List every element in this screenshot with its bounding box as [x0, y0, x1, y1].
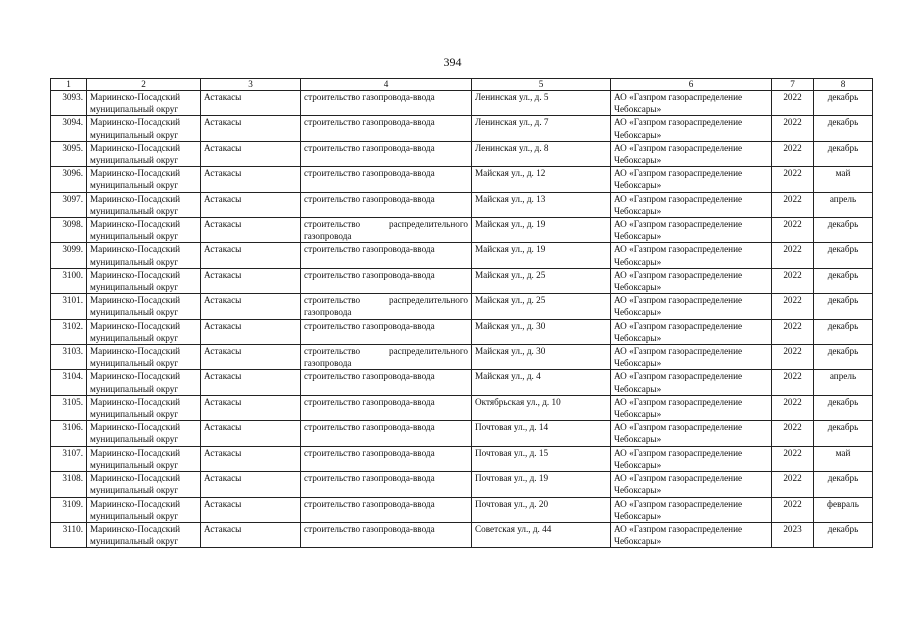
month-cell: декабрь — [814, 472, 873, 497]
organization-cell: АО «Газпром газораспределение Чебоксары» — [611, 294, 772, 319]
row-number: 3106. — [51, 421, 87, 446]
district-cell: Мариинско-Посадский муниципальный округ — [87, 243, 201, 268]
column-header: 5 — [472, 79, 611, 91]
work-type-cell: строительство газопровода-ввода — [301, 91, 472, 116]
organization-cell: АО «Газпром газораспределение Чебоксары» — [611, 421, 772, 446]
district-cell: Мариинско-Посадский муниципальный округ — [87, 319, 201, 344]
month-cell: февраль — [814, 497, 873, 522]
table-row — [51, 421, 873, 446]
row-number: 3101. — [51, 294, 87, 319]
month-cell: апрель — [814, 192, 873, 217]
registry-table — [50, 78, 873, 548]
district-cell: Мариинско-Посадский муниципальный округ — [87, 294, 201, 319]
organization-cell: АО «Газпром газораспределение Чебоксары» — [611, 472, 772, 497]
row-number: 3093. — [51, 91, 87, 116]
district-cell: Мариинско-Посадский муниципальный округ — [87, 370, 201, 395]
locality-cell: Астакасы — [201, 345, 301, 370]
month-cell: декабрь — [814, 395, 873, 420]
organization-cell: АО «Газпром газораспределение Чебоксары» — [611, 116, 772, 141]
district-cell: Мариинско-Посадский муниципальный округ — [87, 421, 201, 446]
month-cell: декабрь — [814, 243, 873, 268]
address-cell: Октябрьская ул., д. 10 — [472, 395, 611, 420]
address-cell: Ленинская ул., д. 7 — [472, 116, 611, 141]
year-cell: 2022 — [772, 446, 814, 471]
locality-cell: Астакасы — [201, 522, 301, 547]
address-cell: Ленинская ул., д. 8 — [472, 141, 611, 166]
row-number: 3103. — [51, 345, 87, 370]
table-row — [51, 345, 873, 370]
address-cell: Майская ул., д. 13 — [472, 192, 611, 217]
organization-cell: АО «Газпром газораспределение Чебоксары» — [611, 141, 772, 166]
work-type-cell: строительство распределительного газопровода — [301, 218, 472, 243]
row-number: 3102. — [51, 319, 87, 344]
page-number: 394 — [443, 55, 462, 69]
header-row — [51, 79, 873, 91]
locality-cell: Астакасы — [201, 472, 301, 497]
organization-cell: АО «Газпром газораспределение Чебоксары» — [611, 345, 772, 370]
locality-cell: Астакасы — [201, 167, 301, 192]
address-cell: Почтовая ул., д. 20 — [472, 497, 611, 522]
locality-cell: Астакасы — [201, 370, 301, 395]
work-type-cell: строительство газопровода-ввода — [301, 268, 472, 293]
column-header: 1 — [51, 79, 87, 91]
month-cell: апрель — [814, 370, 873, 395]
organization-cell: АО «Газпром газораспределение Чебоксары» — [611, 497, 772, 522]
row-number: 3105. — [51, 395, 87, 420]
organization-cell: АО «Газпром газораспределение Чебоксары» — [611, 268, 772, 293]
organization-cell: АО «Газпром газораспределение Чебоксары» — [611, 446, 772, 471]
month-cell: декабрь — [814, 421, 873, 446]
table-row — [51, 497, 873, 522]
column-header: 6 — [611, 79, 772, 91]
organization-cell: АО «Газпром газораспределение Чебоксары» — [611, 370, 772, 395]
table-row — [51, 243, 873, 268]
column-header: 8 — [814, 79, 873, 91]
locality-cell: Астакасы — [201, 421, 301, 446]
year-cell: 2022 — [772, 421, 814, 446]
work-type-cell: строительство распределительного газопровода — [301, 294, 472, 319]
table-row — [51, 91, 873, 116]
row-number: 3098. — [51, 218, 87, 243]
address-cell: Майская ул., д. 30 — [472, 345, 611, 370]
month-cell: декабрь — [814, 218, 873, 243]
work-type-cell: строительство газопровода-ввода — [301, 370, 472, 395]
table-row — [51, 395, 873, 420]
table-row — [51, 446, 873, 471]
month-cell: декабрь — [814, 116, 873, 141]
locality-cell: Астакасы — [201, 141, 301, 166]
year-cell: 2022 — [772, 472, 814, 497]
district-cell: Мариинско-Посадский муниципальный округ — [87, 91, 201, 116]
year-cell: 2022 — [772, 167, 814, 192]
locality-cell: Астакасы — [201, 268, 301, 293]
row-number: 3094. — [51, 116, 87, 141]
work-type-cell: строительство газопровода-ввода — [301, 319, 472, 344]
row-number: 3108. — [51, 472, 87, 497]
organization-cell: АО «Газпром газораспределение Чебоксары» — [611, 319, 772, 344]
work-type-cell: строительство газопровода-ввода — [301, 446, 472, 471]
locality-cell: Астакасы — [201, 497, 301, 522]
year-cell: 2022 — [772, 218, 814, 243]
address-cell: Майская ул., д. 25 — [472, 294, 611, 319]
table-row — [51, 522, 873, 547]
table-row — [51, 218, 873, 243]
row-number: 3104. — [51, 370, 87, 395]
table-header — [51, 79, 873, 91]
district-cell: Мариинско-Посадский муниципальный округ — [87, 268, 201, 293]
organization-cell: АО «Газпром газораспределение Чебоксары» — [611, 243, 772, 268]
organization-cell: АО «Газпром газораспределение Чебоксары» — [611, 91, 772, 116]
month-cell: декабрь — [814, 522, 873, 547]
district-cell: Мариинско-Посадский муниципальный округ — [87, 192, 201, 217]
year-cell: 2022 — [772, 370, 814, 395]
address-cell: Почтовая ул., д. 15 — [472, 446, 611, 471]
organization-cell: АО «Газпром газораспределение Чебоксары» — [611, 192, 772, 217]
table-row — [51, 192, 873, 217]
month-cell: май — [814, 446, 873, 471]
table-row — [51, 268, 873, 293]
year-cell: 2022 — [772, 116, 814, 141]
row-number: 3097. — [51, 192, 87, 217]
column-header: 3 — [201, 79, 301, 91]
work-type-cell: строительство газопровода-ввода — [301, 141, 472, 166]
table-body — [51, 91, 873, 548]
work-type-cell: строительство газопровода-ввода — [301, 472, 472, 497]
work-type-cell: строительство газопровода-ввода — [301, 497, 472, 522]
district-cell: Мариинско-Посадский муниципальный округ — [87, 497, 201, 522]
year-cell: 2022 — [772, 268, 814, 293]
address-cell: Ленинская ул., д. 5 — [472, 91, 611, 116]
locality-cell: Астакасы — [201, 319, 301, 344]
year-cell: 2022 — [772, 497, 814, 522]
column-header: 7 — [772, 79, 814, 91]
district-cell: Мариинско-Посадский муниципальный округ — [87, 218, 201, 243]
address-cell: Почтовая ул., д. 14 — [472, 421, 611, 446]
work-type-cell: строительство газопровода-ввода — [301, 243, 472, 268]
locality-cell: Астакасы — [201, 395, 301, 420]
month-cell: декабрь — [814, 141, 873, 166]
locality-cell: Астакасы — [201, 294, 301, 319]
organization-cell: АО «Газпром газораспределение Чебоксары» — [611, 218, 772, 243]
district-cell: Мариинско-Посадский муниципальный округ — [87, 522, 201, 547]
organization-cell: АО «Газпром газораспределение Чебоксары» — [611, 167, 772, 192]
year-cell: 2022 — [772, 192, 814, 217]
locality-cell: Астакасы — [201, 243, 301, 268]
organization-cell: АО «Газпром газораспределение Чебоксары» — [611, 395, 772, 420]
address-cell: Майская ул., д. 12 — [472, 167, 611, 192]
work-type-cell: строительство газопровода-ввода — [301, 522, 472, 547]
table-row — [51, 319, 873, 344]
organization-cell: АО «Газпром газораспределение Чебоксары» — [611, 522, 772, 547]
district-cell: Мариинско-Посадский муниципальный округ — [87, 116, 201, 141]
work-type-cell: строительство газопровода-ввода — [301, 116, 472, 141]
table-row — [51, 141, 873, 166]
district-cell: Мариинско-Посадский муниципальный округ — [87, 141, 201, 166]
address-cell: Майская ул., д. 19 — [472, 218, 611, 243]
year-cell: 2022 — [772, 141, 814, 166]
month-cell: декабрь — [814, 319, 873, 344]
year-cell: 2022 — [772, 243, 814, 268]
month-cell: декабрь — [814, 91, 873, 116]
row-number: 3109. — [51, 497, 87, 522]
locality-cell: Астакасы — [201, 218, 301, 243]
row-number: 3110. — [51, 522, 87, 547]
table-row — [51, 370, 873, 395]
year-cell: 2023 — [772, 522, 814, 547]
column-header: 4 — [301, 79, 472, 91]
locality-cell: Астакасы — [201, 116, 301, 141]
district-cell: Мариинско-Посадский муниципальный округ — [87, 345, 201, 370]
work-type-cell: строительство распределительного газопровода — [301, 345, 472, 370]
district-cell: Мариинско-Посадский муниципальный округ — [87, 395, 201, 420]
address-cell: Майская ул., д. 19 — [472, 243, 611, 268]
month-cell: декабрь — [814, 345, 873, 370]
address-cell: Майская ул., д. 30 — [472, 319, 611, 344]
year-cell: 2022 — [772, 91, 814, 116]
locality-cell: Астакасы — [201, 192, 301, 217]
row-number: 3100. — [51, 268, 87, 293]
month-cell: май — [814, 167, 873, 192]
address-cell: Майская ул., д. 4 — [472, 370, 611, 395]
work-type-cell: строительство газопровода-ввода — [301, 395, 472, 420]
locality-cell: Астакасы — [201, 446, 301, 471]
address-cell: Почтовая ул., д. 19 — [472, 472, 611, 497]
row-number: 3095. — [51, 141, 87, 166]
address-cell: Советская ул., д. 44 — [472, 522, 611, 547]
month-cell: декабрь — [814, 268, 873, 293]
row-number: 3107. — [51, 446, 87, 471]
work-type-cell: строительство газопровода-ввода — [301, 192, 472, 217]
district-cell: Мариинско-Посадский муниципальный округ — [87, 167, 201, 192]
row-number: 3096. — [51, 167, 87, 192]
year-cell: 2022 — [772, 395, 814, 420]
work-type-cell: строительство газопровода-ввода — [301, 421, 472, 446]
table-row — [51, 116, 873, 141]
district-cell: Мариинско-Посадский муниципальный округ — [87, 446, 201, 471]
column-header: 2 — [87, 79, 201, 91]
district-cell: Мариинско-Посадский муниципальный округ — [87, 472, 201, 497]
work-type-cell: строительство газопровода-ввода — [301, 167, 472, 192]
address-cell: Майская ул., д. 25 — [472, 268, 611, 293]
row-number: 3099. — [51, 243, 87, 268]
table-row — [51, 167, 873, 192]
table-row — [51, 294, 873, 319]
year-cell: 2022 — [772, 319, 814, 344]
year-cell: 2022 — [772, 345, 814, 370]
year-cell: 2022 — [772, 294, 814, 319]
table-row — [51, 472, 873, 497]
locality-cell: Астакасы — [201, 91, 301, 116]
month-cell: декабрь — [814, 294, 873, 319]
